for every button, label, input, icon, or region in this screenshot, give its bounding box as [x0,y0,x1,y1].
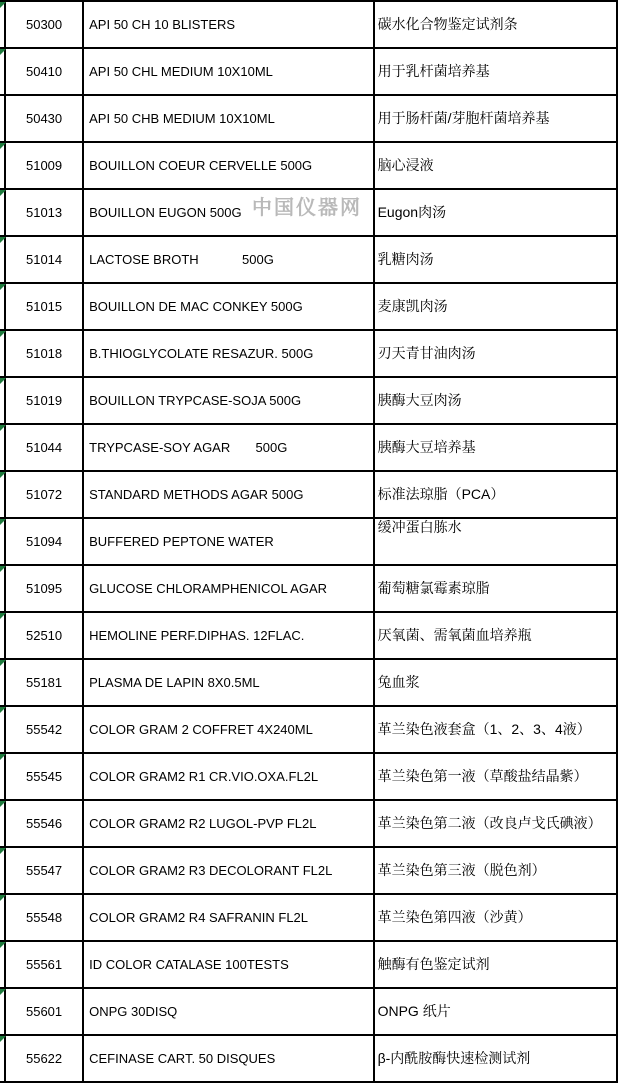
row-margin-cell[interactable] [0,48,5,95]
row-margin-cell[interactable] [0,1035,5,1082]
row-margin-cell[interactable] [0,1,5,48]
product-description-cell[interactable]: CEFINASE CART. 50 DISQUES [83,1035,373,1082]
row-margin-cell[interactable] [0,847,5,894]
product-description-cn-cell[interactable]: 厌氧菌、需氧菌血培养瓶 [374,612,617,659]
product-code-cell[interactable]: 55181 [5,659,83,706]
product-description-cn-cell[interactable]: 乳糖肉汤 [374,236,617,283]
table-row [0,142,617,189]
product-code-cell[interactable]: 50410 [5,48,83,95]
row-margin-cell[interactable] [0,518,5,565]
table-row [0,518,617,565]
product-code-cell[interactable]: 55547 [5,847,83,894]
product-description-cell[interactable]: TRYPCASE-SOY AGAR 500G [83,424,373,471]
product-code-cell[interactable]: 51015 [5,283,83,330]
table-row [0,988,617,1035]
table-row [0,894,617,941]
product-code-cell[interactable]: 51072 [5,471,83,518]
error-indicator-icon [0,425,6,431]
product-description-cell[interactable]: API 50 CHL MEDIUM 10X10ML [83,48,373,95]
product-description-cell[interactable]: BOUILLON EUGON 500G [83,189,373,236]
product-description-cell[interactable]: BUFFERED PEPTONE WATER [83,518,373,565]
row-margin-cell[interactable] [0,189,5,236]
product-description-cn-cell[interactable]: 兔血浆 [374,659,617,706]
product-code-cell[interactable]: 55622 [5,1035,83,1082]
row-margin-cell[interactable] [0,988,5,1035]
product-description-cell[interactable]: BOUILLON DE MAC CONKEY 500G [83,283,373,330]
product-description-cn-cell[interactable]: 胰酶大豆培养基 [374,424,617,471]
row-margin-cell[interactable] [0,612,5,659]
error-indicator-icon [0,1036,6,1042]
product-description-cell[interactable]: COLOR GRAM2 R3 DECOLORANT FL2L [83,847,373,894]
row-margin-cell[interactable] [0,283,5,330]
table-row [0,330,617,377]
product-code-cell[interactable]: 51044 [5,424,83,471]
product-description-cn-cell[interactable]: 缓冲蛋白胨水 [374,518,617,565]
product-code-cell[interactable]: 55548 [5,894,83,941]
row-margin-cell[interactable] [0,941,5,988]
product-description-cell[interactable]: API 50 CH 10 BLISTERS [83,1,373,48]
error-indicator-icon [0,237,6,243]
error-indicator-icon [0,331,6,337]
row-margin-cell[interactable] [0,330,5,377]
error-indicator-icon [0,942,6,948]
product-description-cn-cell[interactable]: β-内酰胺酶快速检测试剂 [374,1035,617,1082]
product-description-cell[interactable]: COLOR GRAM 2 COFFRET 4X240ML [83,706,373,753]
error-indicator-icon [0,566,6,572]
row-margin-cell[interactable] [0,424,5,471]
table-row [0,48,617,95]
table-row [0,424,617,471]
table-row [0,1,617,48]
product-description-cn-cell[interactable]: 脑心浸液 [374,142,617,189]
product-code-cell[interactable]: 51018 [5,330,83,377]
table-row [0,941,617,988]
error-indicator-icon [0,190,6,196]
product-description-cn-cell[interactable]: 碳水化合物鉴定试剂条 [374,1,617,48]
table-row [0,189,617,236]
error-indicator-icon [0,472,6,478]
product-description-cn-cell[interactable]: 麦康凯肉汤 [374,283,617,330]
row-margin-cell[interactable] [0,659,5,706]
error-indicator-icon [0,989,6,995]
product-description-cn-cell[interactable]: 革兰染色液套盒（1、2、3、4液） [374,706,617,753]
product-description-cell[interactable]: HEMOLINE PERF.DIPHAS. 12FLAC. [83,612,373,659]
row-margin-cell[interactable] [0,800,5,847]
table-row [0,565,617,612]
product-description-cell[interactable]: API 50 CHB MEDIUM 10X10ML [83,95,373,142]
table-row [0,659,617,706]
product-description-cell[interactable]: B.THIOGLYCOLATE RESAZUR. 500G [83,330,373,377]
row-margin-cell[interactable] [0,894,5,941]
product-code-cell[interactable]: 51094 [5,518,83,565]
product-description-cn-cell[interactable]: 标准法琼脂（PCA） [374,471,617,518]
product-code-cell[interactable]: 51019 [5,377,83,424]
error-indicator-icon [0,801,6,807]
table-row [0,95,617,142]
product-description-cn-cell[interactable]: 用于肠杆菌/芽胞杆菌培养基 [374,95,617,142]
product-code-cell[interactable]: 55545 [5,753,83,800]
product-description-cell[interactable]: BOUILLON COEUR CERVELLE 500G [83,142,373,189]
product-description-cn-cell[interactable]: 胰酶大豆肉汤 [374,377,617,424]
row-margin-cell[interactable] [0,236,5,283]
product-code-cell[interactable]: 55561 [5,941,83,988]
row-margin-cell[interactable] [0,142,5,189]
error-indicator-icon [0,848,6,854]
table-row [0,377,617,424]
error-indicator-icon [0,2,6,8]
product-description-cell[interactable]: PLASMA DE LAPIN 8X0.5ML [83,659,373,706]
table-row [0,847,617,894]
product-code-cell[interactable]: 51014 [5,236,83,283]
product-code-cell[interactable]: 50300 [5,1,83,48]
error-indicator-icon [0,707,6,713]
product-description-cn-cell[interactable]: 用于乳杆菌培养基 [374,48,617,95]
error-indicator-icon [0,519,6,525]
product-description-cell[interactable]: BOUILLON TRYPCASE-SOJA 500G [83,377,373,424]
product-description-cell[interactable]: COLOR GRAM2 R2 LUGOL-PVP FL2L [83,800,373,847]
row-margin-cell[interactable] [0,753,5,800]
product-description-cn-cell[interactable]: 革兰染色第三液（脱色剂） [374,847,617,894]
table-row [0,706,617,753]
product-table-body [0,1,617,1082]
product-code-cell[interactable]: 55601 [5,988,83,1035]
product-description-cn-cell[interactable]: 触酶有色鉴定试剂 [374,941,617,988]
row-margin-cell[interactable] [0,706,5,753]
product-description-cell[interactable]: COLOR GRAM2 R1 CR.VIO.OXA.FL2L [83,753,373,800]
product-code-cell[interactable]: 51095 [5,565,83,612]
product-description-cell[interactable]: COLOR GRAM2 R4 SAFRANIN FL2L [83,894,373,941]
product-description-cn-cell[interactable]: 革兰染色第二液（改良卢戈氏碘液） [374,800,617,847]
error-indicator-icon [0,660,6,666]
product-code-cell[interactable]: 55546 [5,800,83,847]
row-margin-cell[interactable] [0,95,5,142]
product-code-cell[interactable]: 51013 [5,189,83,236]
error-indicator-icon [0,378,6,384]
product-description-cn-cell[interactable]: 刃天青甘油肉汤 [374,330,617,377]
error-indicator-icon [0,49,6,55]
watermark: 中国仪器网 [252,197,362,219]
product-description-cn-cell[interactable]: Eugon肉汤 [374,189,617,236]
error-indicator-icon [0,284,6,290]
product-description-cn-cell[interactable]: ONPG 纸片 [374,988,617,1035]
product-code-cell[interactable]: 52510 [5,612,83,659]
product-code-cell[interactable]: 51009 [5,142,83,189]
error-indicator-icon [0,143,6,149]
table-row [0,800,617,847]
row-margin-cell[interactable] [0,377,5,424]
error-indicator-icon [0,754,6,760]
table-row [0,283,617,330]
product-code-cell[interactable]: 50430 [5,95,83,142]
product-code-cell[interactable]: 55542 [5,706,83,753]
product-description-cell[interactable]: LACTOSE BROTH 500G [83,236,373,283]
table-row [0,1035,617,1082]
product-description-cn-cell[interactable]: 革兰染色第四液（沙黄） [374,894,617,941]
product-description-cell[interactable]: ID COLOR CATALASE 100TESTS [83,941,373,988]
table-row [0,236,617,283]
product-description-cn-cell[interactable]: 葡萄糖氯霉素琼脂 [374,565,617,612]
table-row [0,753,617,800]
product-description-cell[interactable]: ONPG 30DISQ [83,988,373,1035]
product-description-cn-cell[interactable]: 革兰染色第一液（草酸盐结晶紫） [374,753,617,800]
error-indicator-icon [0,895,6,901]
error-indicator-icon [0,613,6,619]
product-description-cell[interactable]: GLUCOSE CHLORAMPHENICOL AGAR [83,565,373,612]
table-row [0,612,617,659]
row-margin-cell[interactable] [0,471,5,518]
product-description-cell[interactable]: STANDARD METHODS AGAR 500G [83,471,373,518]
table-row [0,471,617,518]
row-margin-cell[interactable] [0,565,5,612]
